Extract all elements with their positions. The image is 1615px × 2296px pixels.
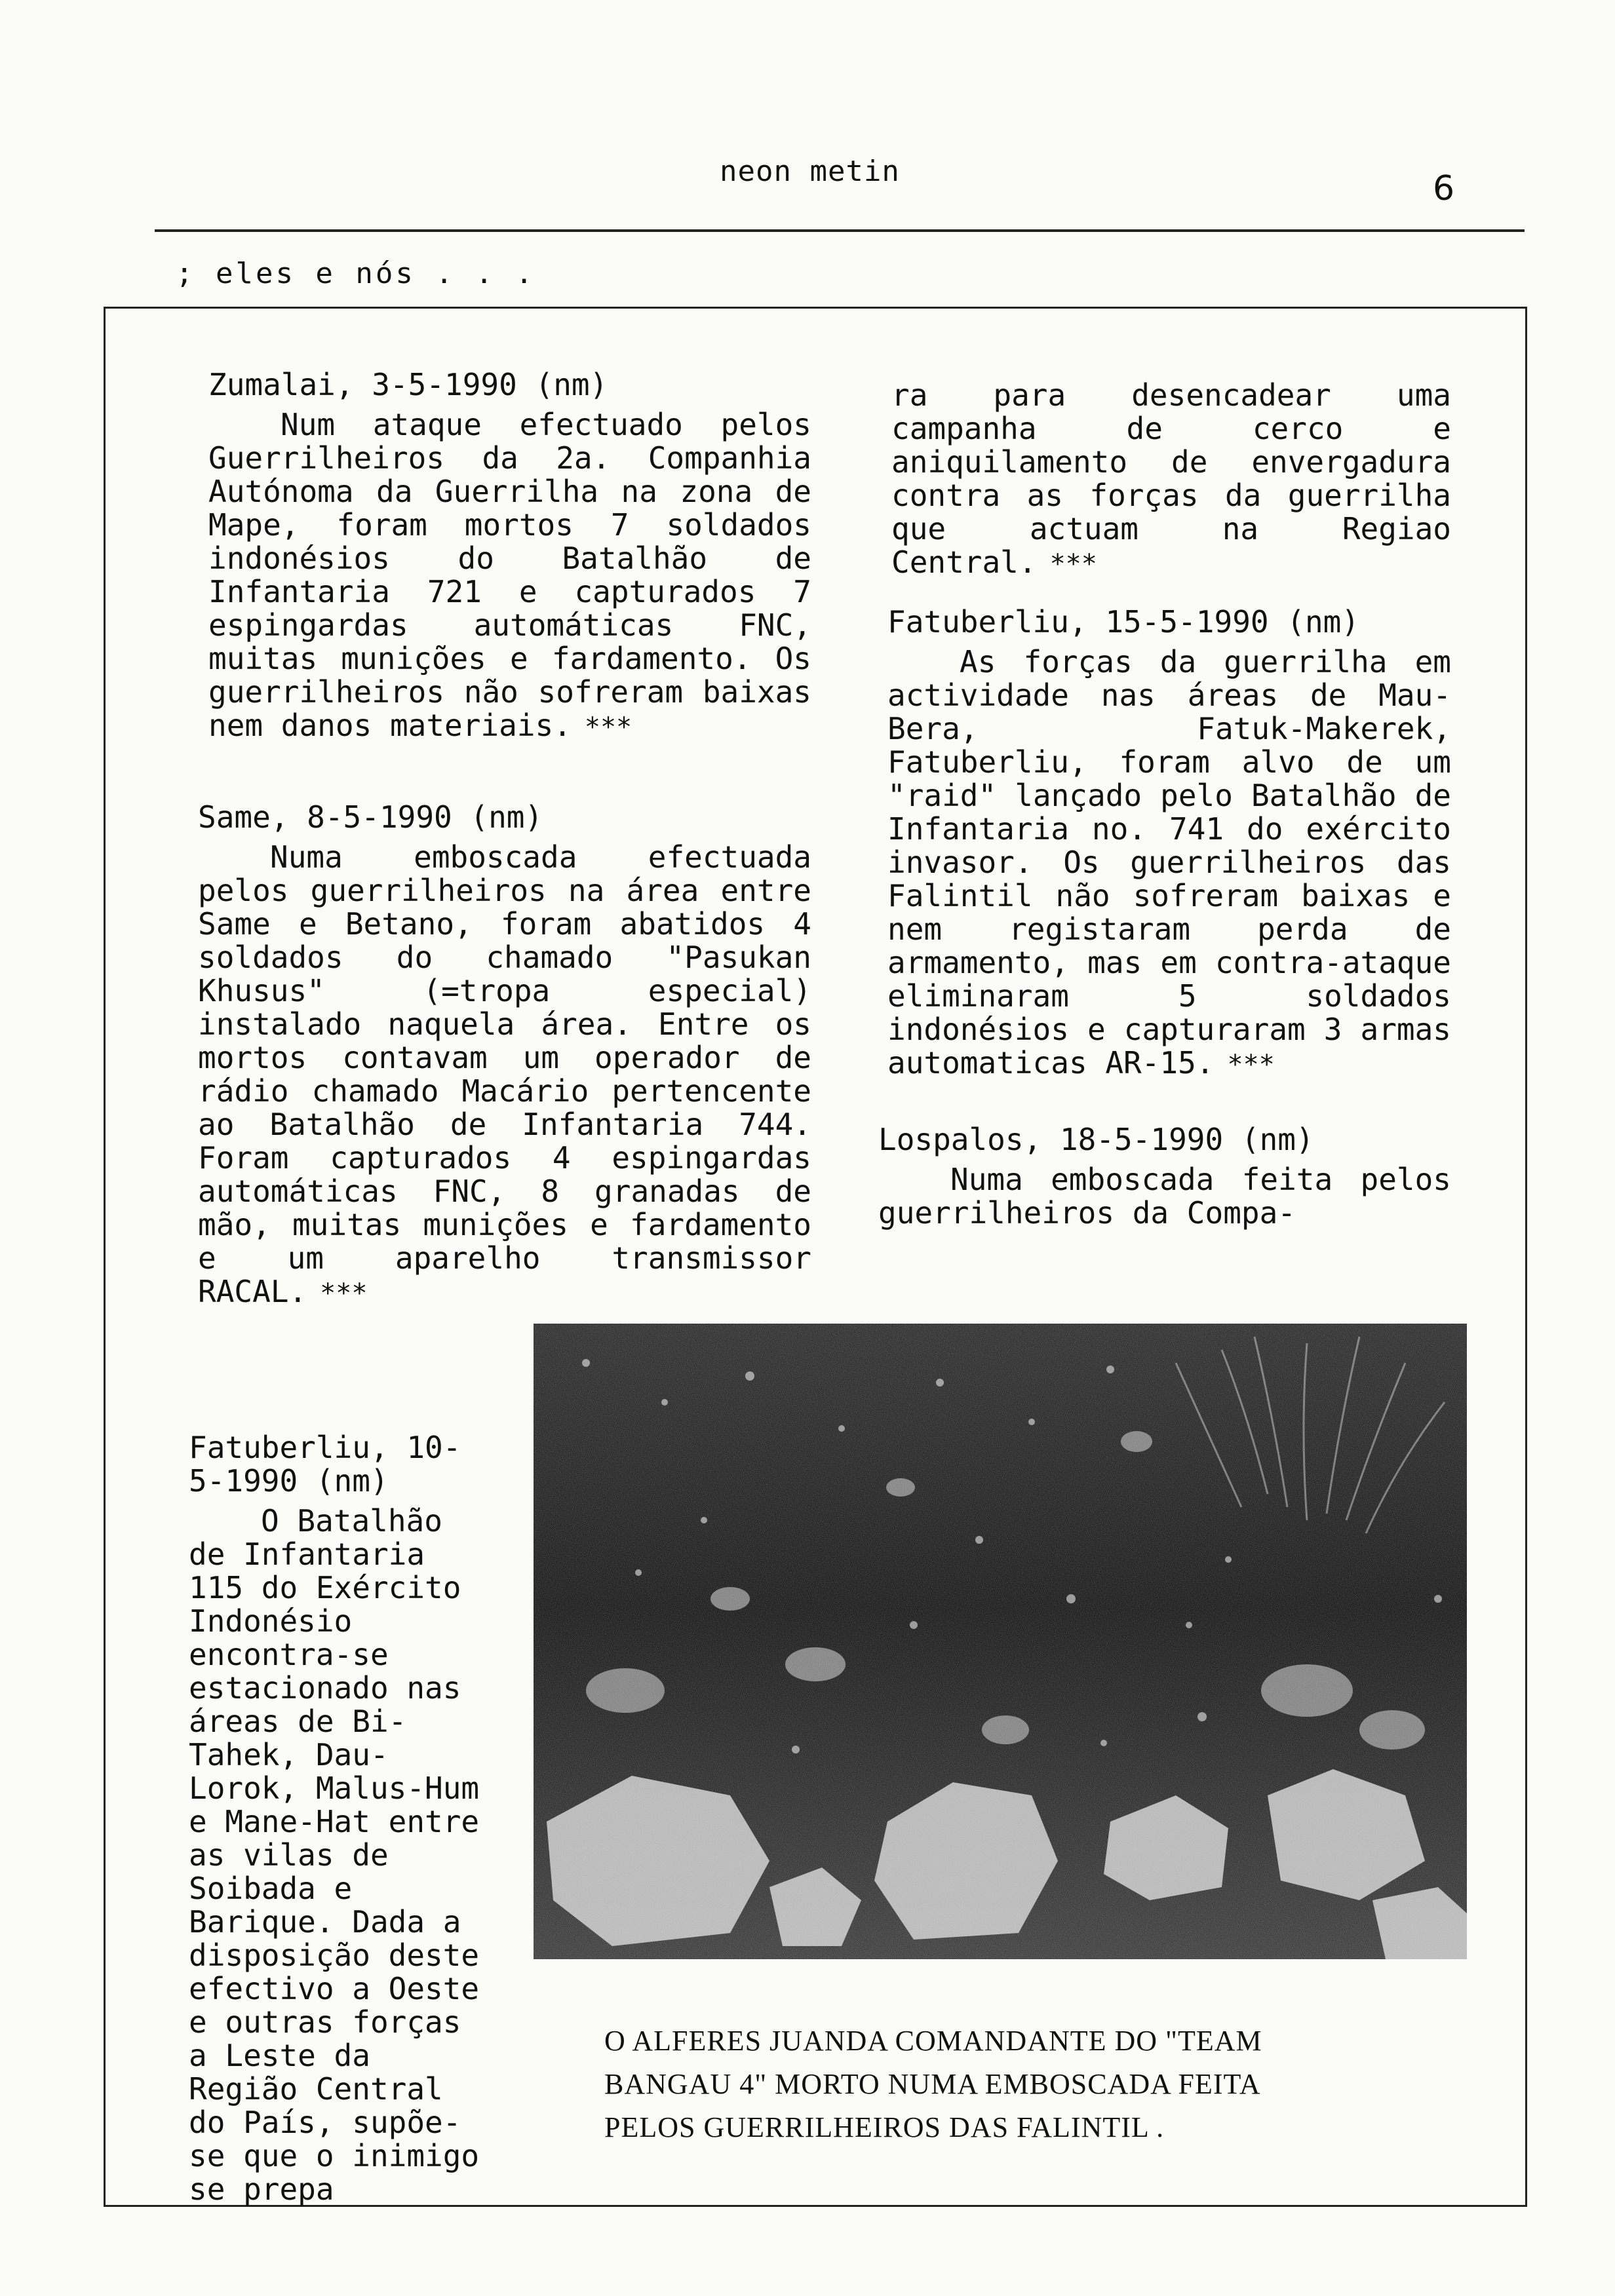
- article-body: [891, 379, 1451, 581]
- article-fatuberliu-10: [189, 1431, 494, 2206]
- section-title: ; eles e nós . . .: [176, 257, 535, 290]
- article-body: [198, 841, 811, 1311]
- page-number: 6: [1433, 169, 1455, 208]
- article-zumalai: [208, 368, 811, 744]
- end-mark: ***: [1049, 549, 1097, 579]
- news-photo: [534, 1324, 1467, 1959]
- header-rule: [155, 229, 1525, 232]
- article-heading: Fatuberliu, 10-5-1990 (nm): [189, 1430, 461, 1499]
- article-lospalos: [878, 1123, 1451, 1230]
- article-body: O Batalhão de Infantaria 115 do Exército Indonésio encontra-se estacionado nas áreas de Bi-Tahek, Dau-Lorok, Malus-Hum e Mane-Hat entre as vilas de Soibada e Barique. Dada a disposição deste efectivo a Oeste e outras forças a Leste da Região Central do País, supõe-se que o inimigo se prepa: [189, 1503, 480, 2207]
- end-mark: ***: [320, 1278, 368, 1309]
- caption-line: O ALFERES JUANDA COMANDANTE DO "TEAM: [604, 2025, 1262, 2057]
- article-continuation: [891, 379, 1451, 581]
- caption-line: PELOS GUERRILHEIROS DAS FALINTIL .: [604, 2111, 1165, 2143]
- article-body: Numa emboscada feita pelos guerrilheiros da Compa-: [878, 1162, 1451, 1231]
- article-text: Numa emboscada efectuada pelos guerrilheiros na área entre Same e Betano, foram abatidos 4 soldados do chamado "Pasukan Khusus" (=tropa especial) instalado naquela área. Entre os mortos contavam um operador de rádio chamado Macário pertencente ao Batalhão de Infantaria 744. Foram capturados 4 espingardas automáticas FNC, 8 granadas de mão, muitas munições e fardamento e um aparelho transmissor RACAL.: [198, 839, 811, 1309]
- article-fatuberliu-15: [887, 605, 1451, 1082]
- article-heading: Same, 8-5-1990 (nm): [198, 799, 543, 835]
- article-heading: Fatuberliu, 15-5-1990 (nm): [887, 604, 1360, 640]
- article-same: [198, 801, 811, 1311]
- caption-line: BANGAU 4" MORTO NUMA EMBOSCADA FEITA: [604, 2068, 1261, 2100]
- photo-caption: [604, 2019, 1469, 2149]
- end-mark: ***: [1227, 1050, 1275, 1080]
- article-text: As forças da guerrilha em actividade nas áreas de Mau-Bera, Fatuk-Makerek, Fatuberliu, foram alvo de um "raid" lançado pelo Batalhão de Infantaria no. 741 do exército invasor. Os guerrilheiros das Falintil não sofreram baixas e nem registaram perda de armamento, mas em contra-ataque eliminaram 5 soldados indonésios e capturaram 3 armas automaticas AR-15.: [887, 644, 1451, 1081]
- article-text: ra para desencadear uma campanha de cerco e aniquilamento de envergadura contra as forças da guerrilha que actuam na Regiao Central.: [891, 377, 1451, 580]
- article-heading: Zumalai, 3-5-1990 (nm): [208, 367, 608, 402]
- article-body: [887, 645, 1451, 1082]
- end-mark: ***: [584, 712, 632, 742]
- article-heading: Lospalos, 18-5-1990 (nm): [878, 1122, 1314, 1157]
- article-body: [208, 408, 811, 744]
- photo-image: [534, 1324, 1467, 1959]
- publication-title: neon metin: [720, 155, 900, 188]
- article-text: Num ataque efectuado pelos Guerrilheiros da 2a. Companhia Autónoma da Guerrilha na zona de Mape, foram mortos 7 soldados indonésios do Batalhão de Infantaria 721 e capturados 7 espingardas automáticas FNC, muitas munições e fardamento. Os guerrilheiros não sofreram baixas nem danos materiais.: [208, 407, 811, 743]
